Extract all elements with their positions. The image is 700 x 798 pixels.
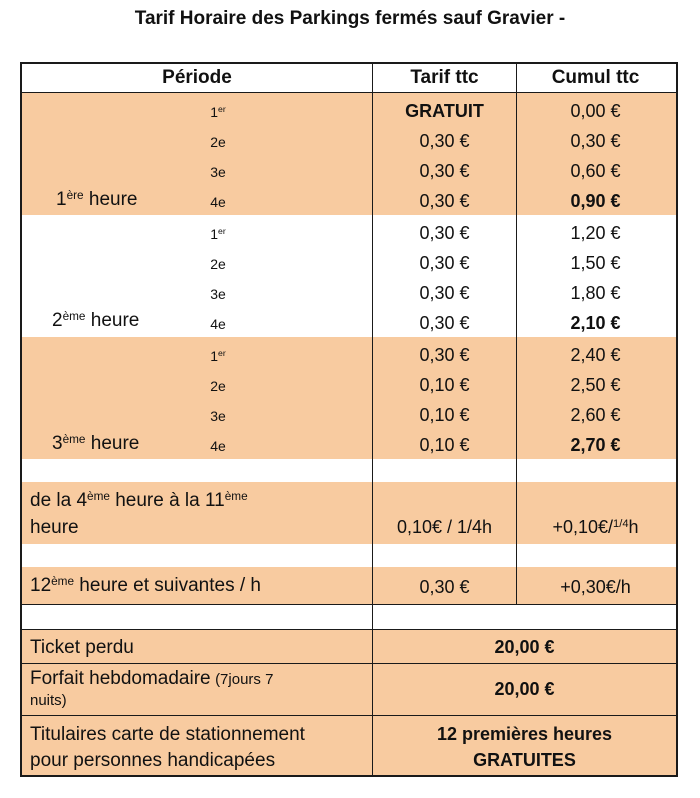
quarter-number: 2e	[210, 134, 226, 150]
cumul-cell: 2,60 €	[570, 405, 621, 425]
ticket-perdu-label: Ticket perdu	[30, 637, 134, 658]
tariff-table	[20, 62, 678, 777]
handicap-value-1: 12 premières heures	[436, 724, 613, 744]
tarif-cell: 0,30 €	[419, 161, 470, 181]
cumul-cell: 1,20 €	[570, 223, 621, 243]
tarif-cell: 0,30 €	[419, 223, 470, 243]
header-cumul: Cumul ttc	[551, 67, 640, 88]
forfait-label: Forfait hebdomadaire (7jours 7	[30, 668, 274, 689]
tarif-cell: 0,30 €	[419, 131, 470, 151]
quarter-number: 1er	[210, 104, 226, 120]
range-label: de la 4ème heure à la 11ème	[30, 489, 248, 511]
handicap-value-2: GRATUITES	[473, 750, 576, 770]
cumul-cell: 0,90 €	[570, 191, 621, 211]
range-tarif: 0,10€ / 1/4h	[396, 517, 493, 537]
tarif-cell: GRATUIT	[405, 101, 484, 121]
quarter-number: 4e	[210, 194, 226, 210]
quarter-number: 3e	[210, 164, 226, 180]
tarif-cell: 0,10 €	[419, 405, 470, 425]
header-tarif: Tarif ttc	[410, 67, 479, 88]
quarter-number: 1er	[210, 348, 226, 364]
row-divider	[22, 715, 676, 716]
hour-label-2: 2ème heure	[52, 309, 140, 331]
quarter-number: 1er	[210, 226, 226, 242]
quarter-number: 4e	[210, 438, 226, 454]
handicap-label-2: pour personnes handicapées	[30, 750, 276, 771]
row-divider	[22, 604, 676, 605]
tarif-cell: 0,30 €	[419, 313, 470, 333]
quarter-number: 3e	[210, 408, 226, 424]
quarter-number: 2e	[210, 256, 226, 272]
cumul-cell: 0,00 €	[570, 101, 621, 121]
cumul-cell: 2,70 €	[570, 435, 621, 455]
ticket-perdu-value: 20,00 €	[494, 637, 555, 657]
twelfth-label: 12ème heure et suivantes / h	[30, 574, 261, 596]
hour-label-1: 1ère heure	[56, 188, 138, 210]
tarif-cell: 0,30 €	[419, 283, 470, 303]
tarif-cell: 0,10 €	[419, 375, 470, 395]
quarter-number: 2e	[210, 378, 226, 394]
tarif-cell: 0,30 €	[419, 191, 470, 211]
row-divider	[22, 663, 676, 664]
row-divider	[22, 92, 676, 93]
tarif-cell: 0,30 €	[419, 253, 470, 273]
cumul-cell: 1,80 €	[570, 283, 621, 303]
quarter-number: 3e	[210, 286, 226, 302]
tarif-cell: 0,10 €	[419, 435, 470, 455]
page-title: Tarif Horaire des Parkings fermés sauf Gravier -	[134, 8, 566, 29]
cumul-cell: 2,50 €	[570, 375, 621, 395]
hour-label-3: 3ème heure	[52, 432, 140, 454]
range-label-line2: heure	[30, 517, 79, 538]
twelfth-tarif: 0,30 €	[419, 577, 470, 597]
cumul-cell: 0,30 €	[570, 131, 621, 151]
cumul-cell: 0,60 €	[570, 161, 621, 181]
cumul-cell: 1,50 €	[570, 253, 621, 273]
handicap-label-1: Titulaires carte de stationnement	[30, 724, 305, 745]
twelfth-cumul: +0,30€/h	[560, 577, 631, 597]
cumul-cell: 2,40 €	[570, 345, 621, 365]
forfait-value: 20,00 €	[494, 679, 555, 699]
tarif-cell: 0,30 €	[419, 345, 470, 365]
quarter-number: 4e	[210, 316, 226, 332]
cumul-cell: 2,10 €	[570, 313, 621, 333]
range-cumul: +0,10€/$^{1/4}$h	[552, 517, 639, 537]
forfait-note: nuits)	[30, 692, 67, 709]
row-divider	[22, 629, 676, 630]
header-periode: Période	[162, 67, 232, 88]
